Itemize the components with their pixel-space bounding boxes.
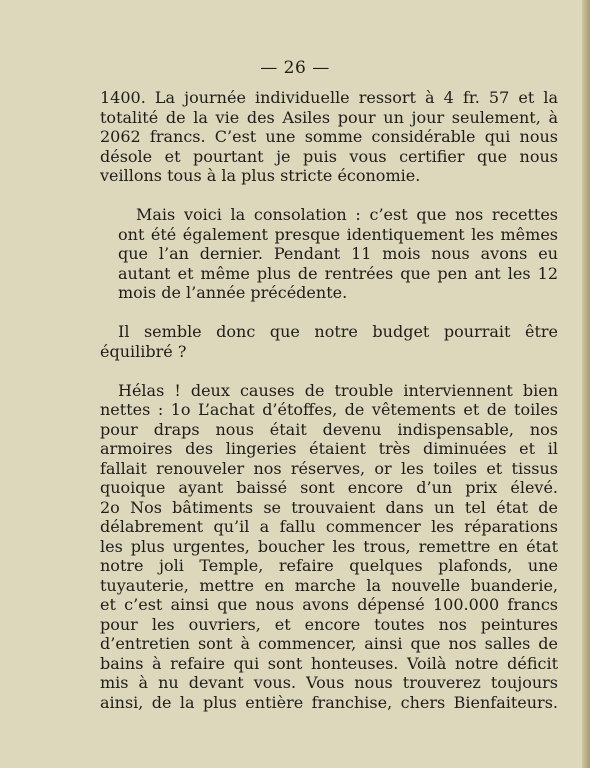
text-line: délabrement qu’il a fallu commencer les réparations [100,517,558,536]
text-line: mis à nu devant vous. Vous nous trouverez toujours [100,673,558,692]
text-line: ainsi, de la plus entière franchise, chers Bienfaiteurs. [100,692,558,712]
text-line: notre joli Temple, refaire quelques plafonds, une [100,556,558,575]
paragraph-3 [100,322,558,361]
text-line: veillons tous à la plus stricte économie. [100,166,421,185]
text-line: Hélas ! deux causes de trouble interviennent bien [118,380,558,400]
text-line: autant et même plus de rentrées que pen ant les 12 [118,263,558,283]
text-line: équilibré ? [100,341,187,361]
text-line: les plus urgentes, boucher les trous, remettre en état [100,536,558,556]
text-line: pour draps nous était devenu indispensable, nos [100,419,558,439]
text-line: Mais voici la consolation : c’est que nos recettes [136,205,558,224]
text-line: 2o Nos bâtiments se trouvaient dans un tel état de [100,497,558,517]
text-line: quoique ayant baissé sont encore d’un prix élevé. [100,478,558,497]
text-line: mois de l’année précédente. [118,283,348,302]
text-line: pour les ouvriers, et encore toutes nos peintures [100,614,558,634]
body-text [100,88,558,732]
page-edge [582,0,590,768]
paragraph-4 [100,381,558,713]
text-line: et c’est ainsi que nous avons dépensé 100.000 francs [100,595,558,614]
text-line: désole et pourtant je puis vous certifier que nous [100,146,558,166]
text-line: nettes : 1o L’achat d’étoffes, de vêtements et de toiles [100,400,558,419]
text-line: Il semble donc que notre budget pourrait être [118,322,558,341]
text-line: bains à refaire qui sont honteuses. Voilà notre déficit [100,653,558,673]
text-line: fallait renouveler nos réserves, or les toiles et tissus [100,458,558,478]
text-line: d’entretien sont à commencer, ainsi que nos salles de [100,634,558,653]
text-line: 1400. La journée individuelle ressort à 4 fr. 57 et la [100,88,558,107]
text-line: tuyauterie, mettre en marche la nouvelle buanderie, [100,575,558,595]
text-line: totalité de la vie des Asiles pour un jour seulement, à [100,107,558,127]
paragraph-1 [100,88,558,186]
text-line: ont été également presque identiquement les mêmes [118,224,558,244]
text-line: 2062 francs. C’est une somme considérable qui nous [100,127,558,146]
text-line: armoires des lingeries étaient très diminuées et il [100,439,558,458]
page-number: — 26 — [260,58,330,78]
text-line: que l’an dernier. Pendant 11 mois nous avons eu [118,244,558,263]
paragraph-2 [100,205,558,303]
